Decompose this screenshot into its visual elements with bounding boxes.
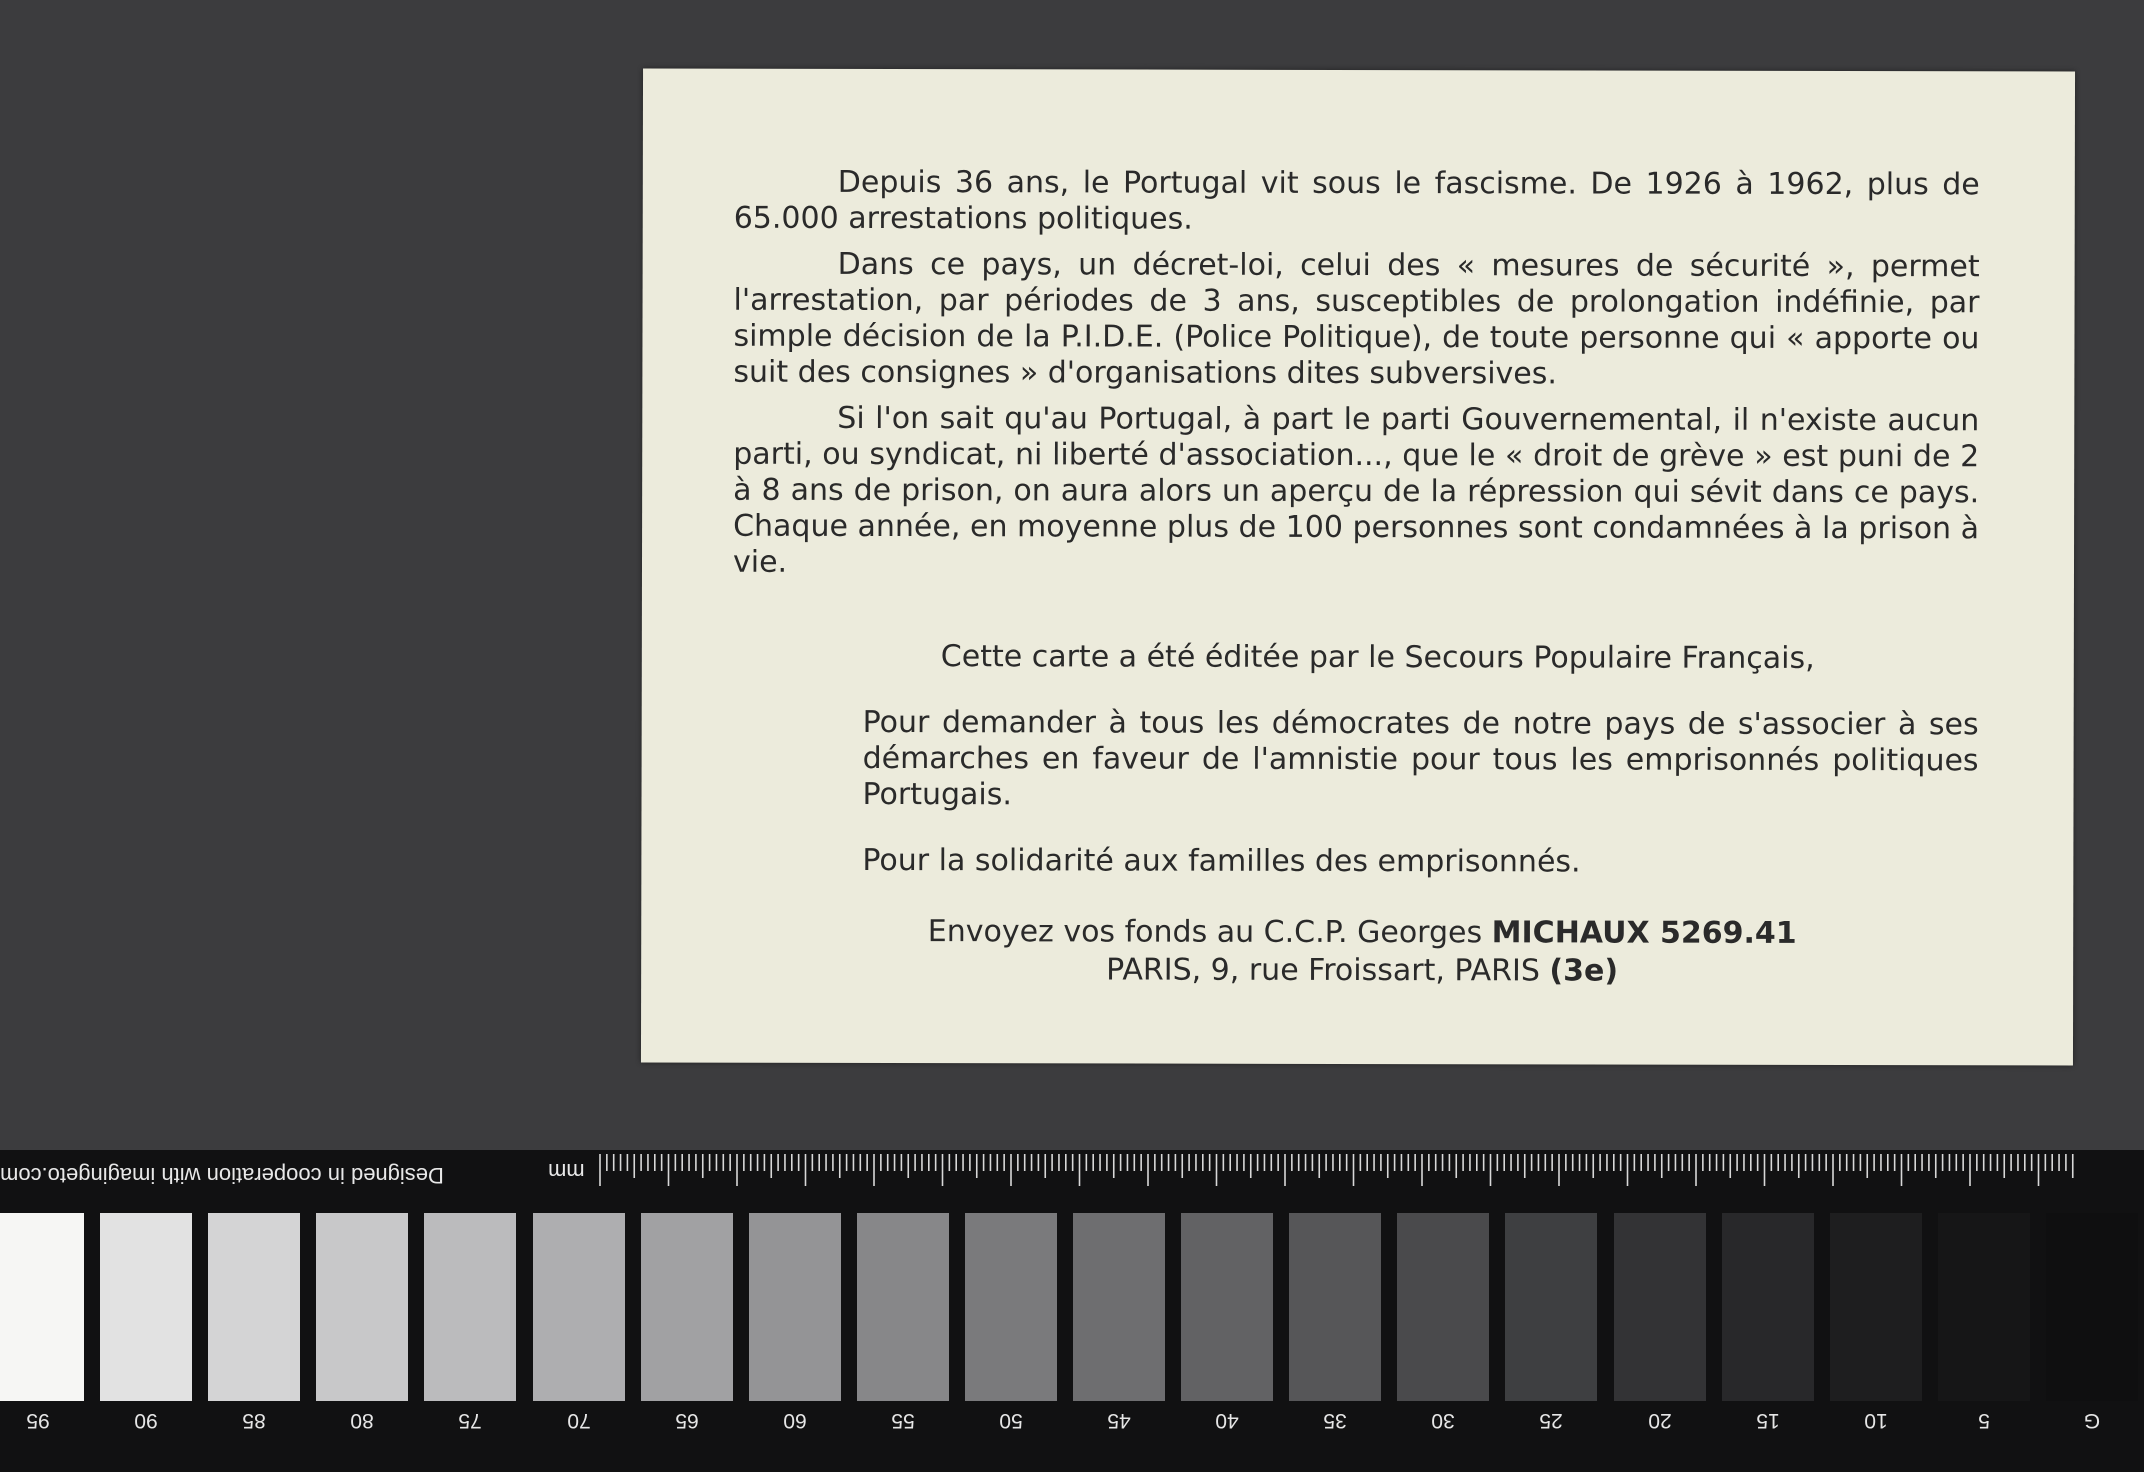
gray-patch-label: 85 (242, 1409, 266, 1432)
gray-patch-label: 20 (1647, 1409, 1672, 1432)
gray-patch (1181, 1213, 1273, 1401)
gray-patch (641, 1213, 733, 1401)
mm-ruler (598, 1150, 2078, 1190)
gray-patch (1505, 1213, 1597, 1401)
gray-patch-label: 80 (350, 1409, 374, 1432)
appeal-text: Pour demander à tous les démocrates de notre pays de s'associer à ses démarches en faveur de l'amnistie pour tous les emprisonnés politiques Portugais. (862, 704, 1979, 813)
gray-patch-label: 30 (1431, 1409, 1455, 1432)
gray-patch-label: 50 (999, 1409, 1023, 1432)
solidarity-text: Pour la solidarité aux familles des emprisonnés. (862, 842, 1581, 880)
gray-patch (316, 1213, 408, 1401)
gray-patch-label: 25 (1539, 1409, 1564, 1432)
gray-patch (1722, 1213, 1814, 1401)
gray-patch-label: 95 (26, 1409, 50, 1432)
body-text (733, 165, 1980, 594)
gray-patch-label: 65 (674, 1409, 699, 1432)
edited-by-line: Cette carte a été éditée par le Secours Populaire Français, (940, 639, 1815, 676)
gray-patch (208, 1213, 300, 1401)
donation-prefix: Envoyez vos fonds au C.C.P. Georges (927, 914, 1483, 951)
gray-patch (965, 1213, 1057, 1401)
donation-address (882, 913, 1842, 991)
gray-patch-label: 70 (566, 1409, 591, 1432)
donation-line (882, 913, 1842, 953)
gray-patch-label: 35 (1323, 1409, 1347, 1432)
gray-patch (0, 1213, 84, 1401)
gray-patch-label: 75 (458, 1409, 483, 1432)
gray-patch (533, 1213, 625, 1401)
gray-patch-label: 10 (1864, 1409, 1888, 1432)
gray-patch (1073, 1213, 1165, 1401)
gray-patch-label: 45 (1107, 1409, 1131, 1432)
gray-patch (424, 1213, 516, 1401)
gray-patch (1289, 1213, 1381, 1401)
gray-patch (1938, 1213, 2030, 1401)
address-line (882, 951, 1842, 991)
target-credit: Designed in cooperation with imagingeto.com (0, 1163, 444, 1188)
arrondissement: (3e) (1549, 953, 1619, 989)
gray-patch-label: 40 (1215, 1409, 1239, 1432)
paragraph-2: Dans ce pays, un décret-loi, celui des « mesures de sécurité », permet l'arrestation, par périodes de 3 ans, susceptibles de prolongation indéfinie, par simple décision de la P.I.D.E. (Police Politique), de toute personne qui « apporte ou suit des consignes » d'organisations dites subversives. (733, 246, 1980, 392)
paragraph-3: Si l'on sait qu'au Portugal, à part le parti Gouvernemental, il n'existe aucun parti, ou syndicat, ni liberté d'association..., que le « droit de grève » est puni de 2 à 8 ans de prison, on aura alors un aperçu de la répression qui sévit dans ce pays. Chaque année, en moyenne plus de 100 personnes sont condamnées à la prison à vie. (732, 400, 1980, 580)
gray-patch-label: 60 (783, 1409, 807, 1432)
paragraph-1: Depuis 36 ans, le Portugal vit sous le fascisme. De 1926 à 1962, plus de 65.000 arrestations politiques. (733, 164, 1980, 237)
gray-patch-label: 55 (891, 1409, 915, 1432)
gray-patch (100, 1213, 192, 1401)
gray-patch-label: G (2083, 1409, 2101, 1432)
account-name: MICHAUX 5269.41 (1491, 915, 1797, 951)
gray-patch-label: 90 (134, 1409, 158, 1432)
gray-patch (749, 1213, 841, 1401)
postcard (641, 69, 2075, 1066)
gray-patch (2046, 1213, 2138, 1401)
gray-patch (1830, 1213, 1922, 1401)
gray-patch-label: 5 (1977, 1409, 1990, 1432)
gray-patch (1397, 1213, 1489, 1401)
address-text: PARIS, 9, rue Froissart, PARIS (1106, 952, 1540, 989)
gray-patch (857, 1213, 949, 1401)
gray-patch-label: 15 (1755, 1409, 1780, 1432)
gray-patch (1614, 1213, 1706, 1401)
publisher-block (732, 639, 1979, 992)
ruler-unit: mm (548, 1159, 585, 1184)
